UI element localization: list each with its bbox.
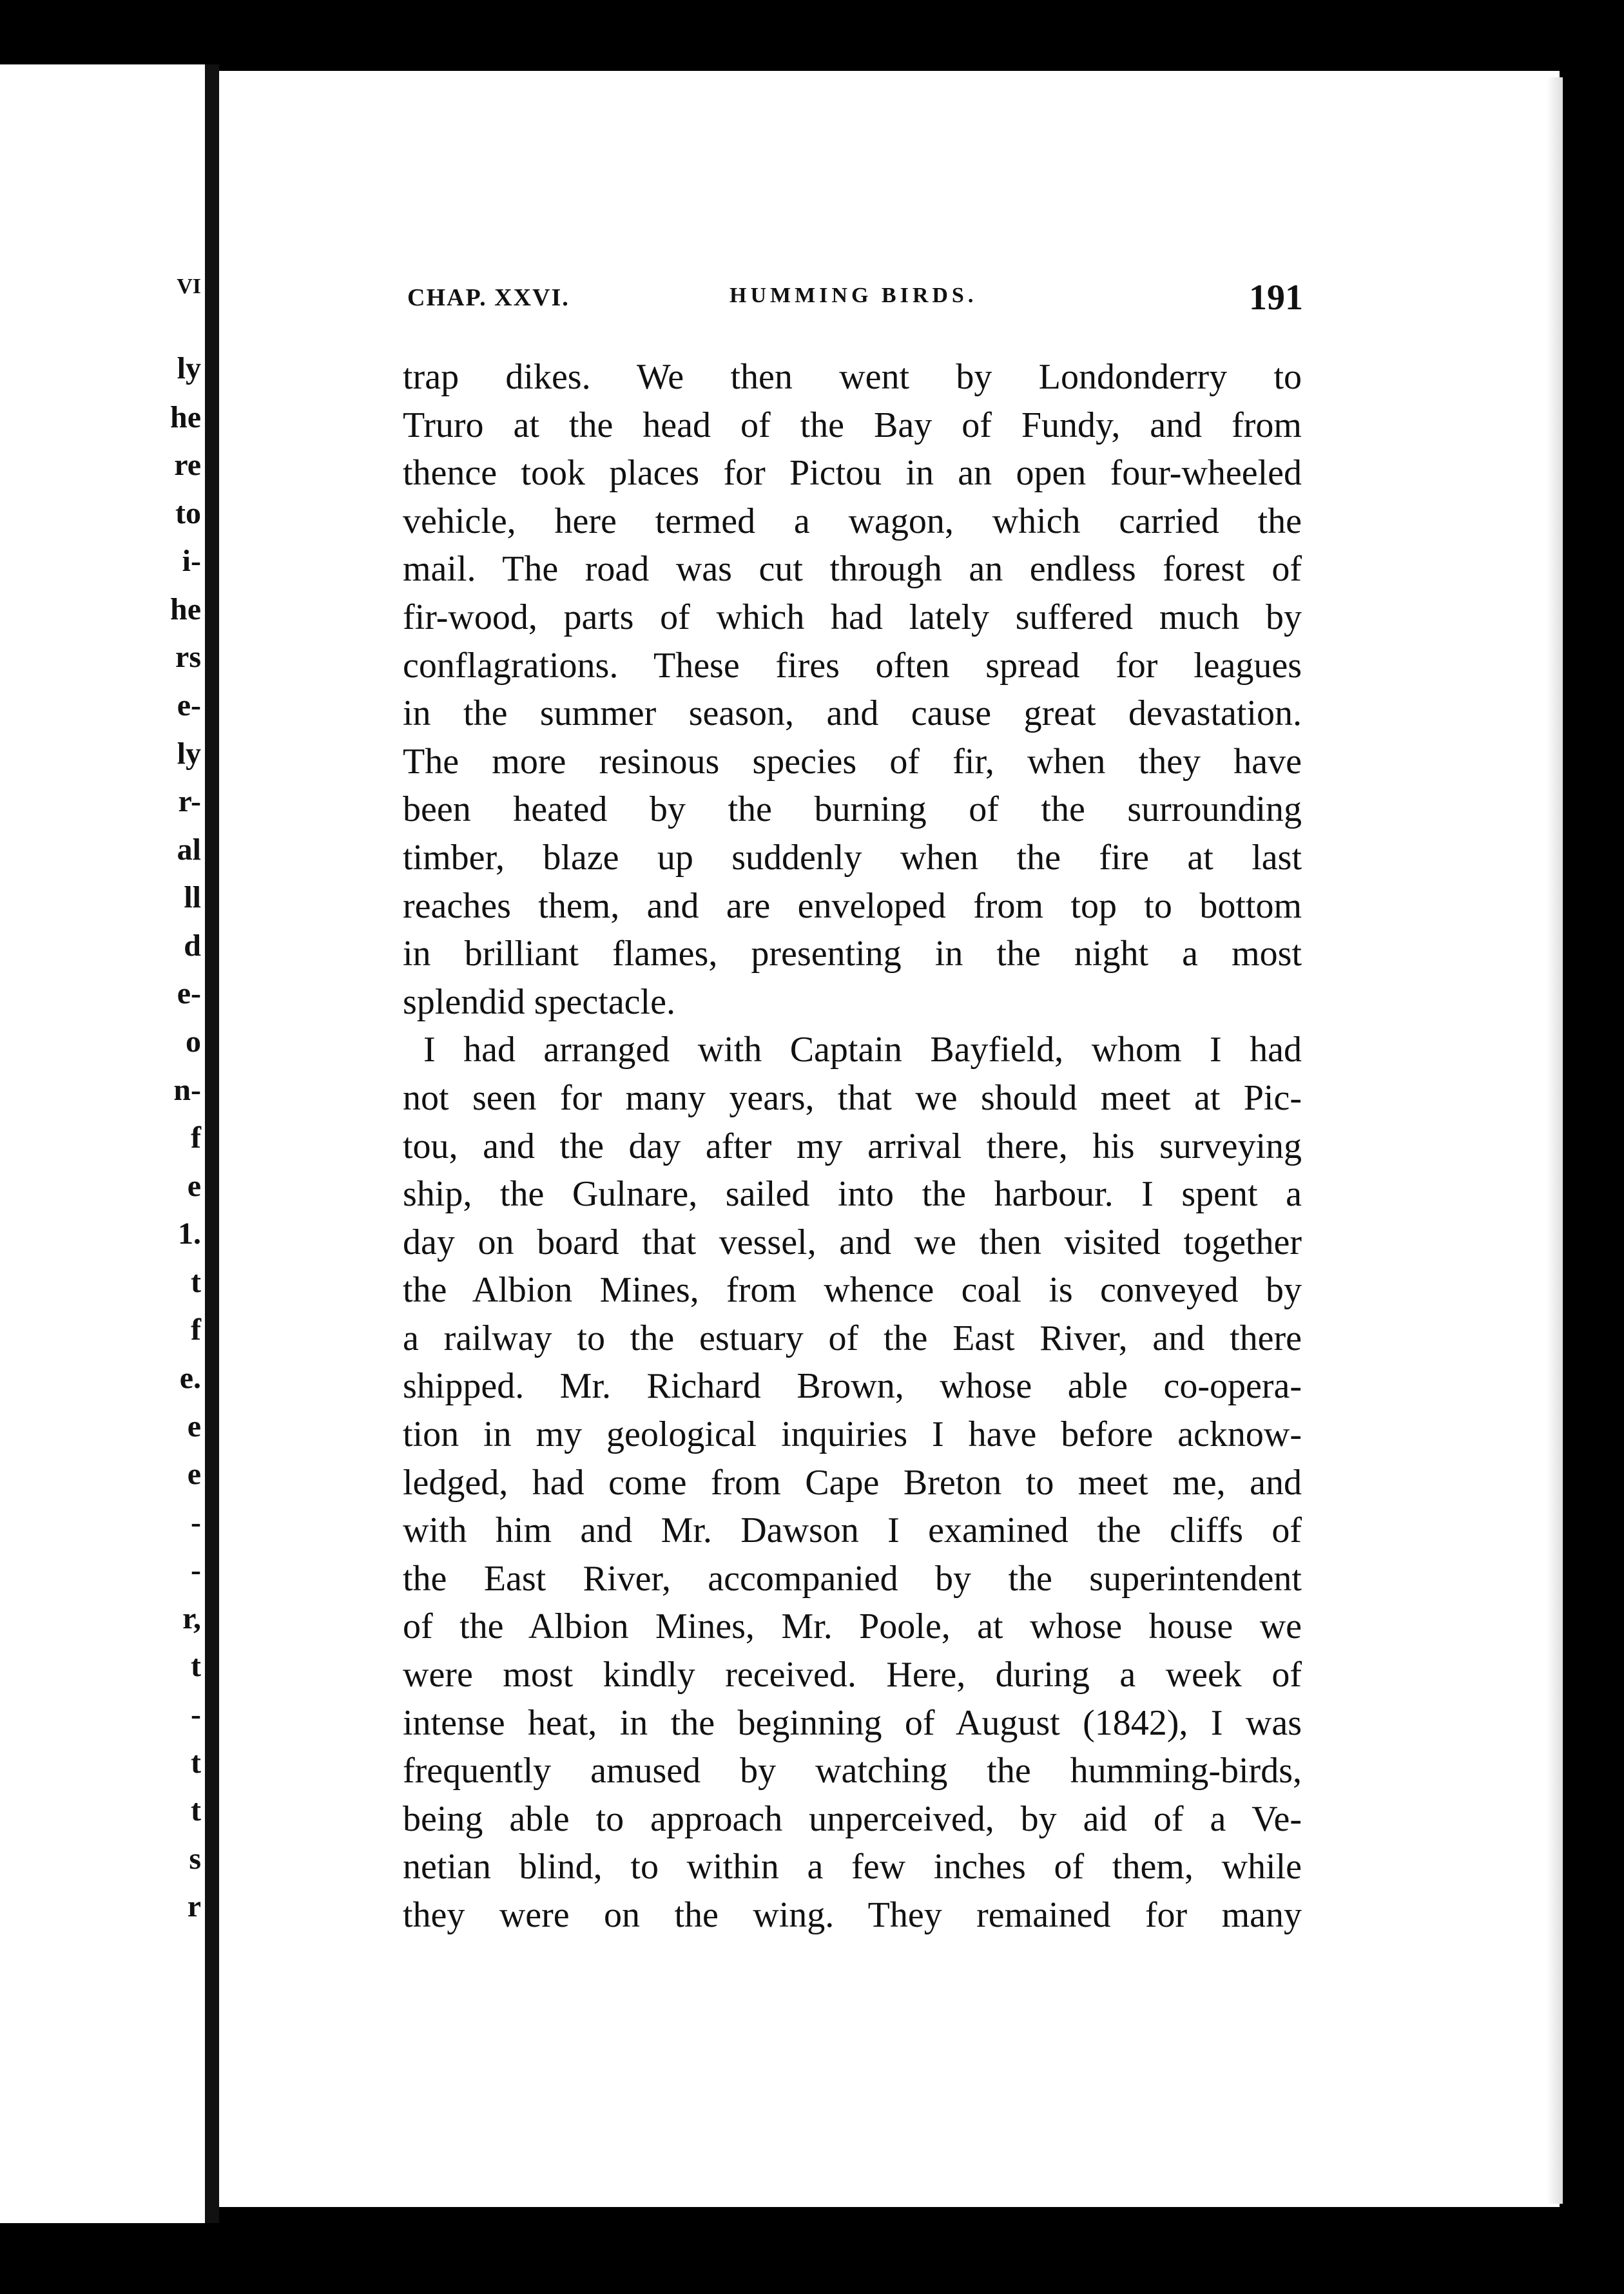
text-line: ship, the Gulnare, sailed into the harbour. I spent a bbox=[403, 1174, 1302, 1215]
left-fragment: o bbox=[186, 1025, 201, 1059]
text-line: ledged, had come from Cape Breton to meet me, and bbox=[403, 1462, 1302, 1503]
body-text bbox=[403, 353, 1302, 1940]
left-fragment: e- bbox=[177, 976, 201, 1010]
text-line: reaches them, and are enveloped from top to bottom bbox=[403, 885, 1302, 926]
left-fragment: - bbox=[191, 1505, 201, 1539]
text-line: a railway to the estuary of the East River, and there bbox=[403, 1318, 1302, 1358]
left-fragment: i- bbox=[182, 544, 201, 578]
page-edge-shadow bbox=[1547, 77, 1563, 2204]
left-fragment: e bbox=[187, 1457, 201, 1491]
left-fragment: t bbox=[191, 1649, 201, 1683]
text-line: vehicle, here termed a wagon, which carried the bbox=[403, 501, 1302, 541]
text-line: netian blind, to within a few inches of them, while bbox=[403, 1847, 1302, 1887]
running-title: HUMMING BIRDS. bbox=[730, 284, 978, 307]
text-line: conflagrations. These fires often spread for leagues bbox=[403, 645, 1302, 686]
running-header bbox=[407, 278, 1303, 329]
text-line: in the summer season, and cause great devastation. bbox=[403, 693, 1302, 734]
left-fragment: - bbox=[191, 1697, 201, 1731]
text-line: in brilliant flames, presenting in the night a most bbox=[403, 934, 1302, 974]
binding-edge bbox=[205, 64, 219, 2223]
paragraph-start-line: I had arranged with Captain Bayfield, whom I had bbox=[423, 1030, 1302, 1070]
text-line: mail. The road was cut through an endless forest of bbox=[403, 549, 1302, 590]
text-line: The more resinous species of fir, when they have bbox=[403, 741, 1302, 782]
left-fragment: ll bbox=[184, 880, 201, 914]
text-line: timber, blaze up suddenly when the fire at last bbox=[403, 837, 1302, 878]
text-line: tion in my geological inquiries I have before acknow- bbox=[403, 1414, 1302, 1455]
text-line: frequently amused by watching the humming-birds, bbox=[403, 1751, 1302, 1791]
left-fragment: t bbox=[191, 1746, 201, 1780]
text-line: day on board that vessel, and we then visited together bbox=[403, 1222, 1302, 1262]
left-fragment: re bbox=[174, 448, 201, 482]
left-fragment: f bbox=[191, 1121, 201, 1155]
left-fragment: f bbox=[191, 1313, 201, 1347]
text-line: trap dikes. We then went by Londonderry to bbox=[403, 357, 1302, 397]
left-fragment: n- bbox=[173, 1073, 201, 1107]
left-fragment: he bbox=[170, 592, 201, 626]
left-fragment: VI bbox=[177, 275, 201, 298]
text-line: thence took places for Pictou in an open four-wheeled bbox=[403, 453, 1302, 494]
left-fragment: he bbox=[170, 400, 201, 434]
left-fragment: t bbox=[191, 1265, 201, 1299]
text-line: shipped. Mr. Richard Brown, whose able co-opera- bbox=[403, 1366, 1302, 1407]
text-line: intense heat, in the beginning of August (1842), I was bbox=[403, 1702, 1302, 1743]
left-fragment: to bbox=[175, 496, 201, 530]
left-fragment: r- bbox=[178, 784, 201, 818]
left-fragment: e bbox=[187, 1169, 201, 1203]
text-line: the East River, accompanied by the superintendent bbox=[403, 1558, 1302, 1599]
left-fragment: ly bbox=[177, 737, 201, 771]
text-line: tou, and the day after my arrival there, his surveying bbox=[403, 1126, 1302, 1166]
left-fragment: al bbox=[177, 833, 201, 867]
left-fragment: r bbox=[187, 1889, 201, 1923]
text-line: with him and Mr. Dawson I examined the cliffs of bbox=[403, 1510, 1302, 1551]
left-fragment: t bbox=[191, 1793, 201, 1827]
left-fragment: - bbox=[191, 1553, 201, 1587]
left-fragment: r, bbox=[182, 1601, 201, 1635]
text-line: being able to approach unperceived, by aid of a Ve- bbox=[403, 1798, 1302, 1839]
left-fragment: s bbox=[189, 1842, 201, 1876]
left-fragment: e bbox=[187, 1409, 201, 1443]
text-line: Truro at the head of the Bay of Fundy, and from bbox=[403, 405, 1302, 445]
text-line: fir-wood, parts of which had lately suffered much by bbox=[403, 597, 1302, 637]
page-number: 191 bbox=[1249, 278, 1303, 318]
paragraph-end-line: splendid spectacle. bbox=[403, 981, 675, 1022]
left-fragment: ly bbox=[177, 351, 201, 385]
text-line: not seen for many years, that we should meet at Pic- bbox=[403, 1077, 1302, 1118]
text-line: the Albion Mines, from whence coal is conveyed by bbox=[403, 1270, 1302, 1311]
chapter-label: CHAP. XXVI. bbox=[407, 284, 570, 311]
text-line: of the Albion Mines, Mr. Poole, at whose house we bbox=[403, 1606, 1302, 1647]
left-fragment: e- bbox=[177, 688, 201, 722]
left-fragment: e. bbox=[179, 1361, 201, 1395]
left-fragment: d bbox=[184, 929, 201, 963]
left-fragment: rs bbox=[175, 640, 201, 674]
text-line: been heated by the burning of the surrounding bbox=[403, 789, 1302, 830]
text-line: they were on the wing. They remained for many bbox=[403, 1895, 1302, 1935]
left-fragment: 1. bbox=[178, 1217, 201, 1251]
text-line: were most kindly received. Here, during a week of bbox=[403, 1655, 1302, 1695]
